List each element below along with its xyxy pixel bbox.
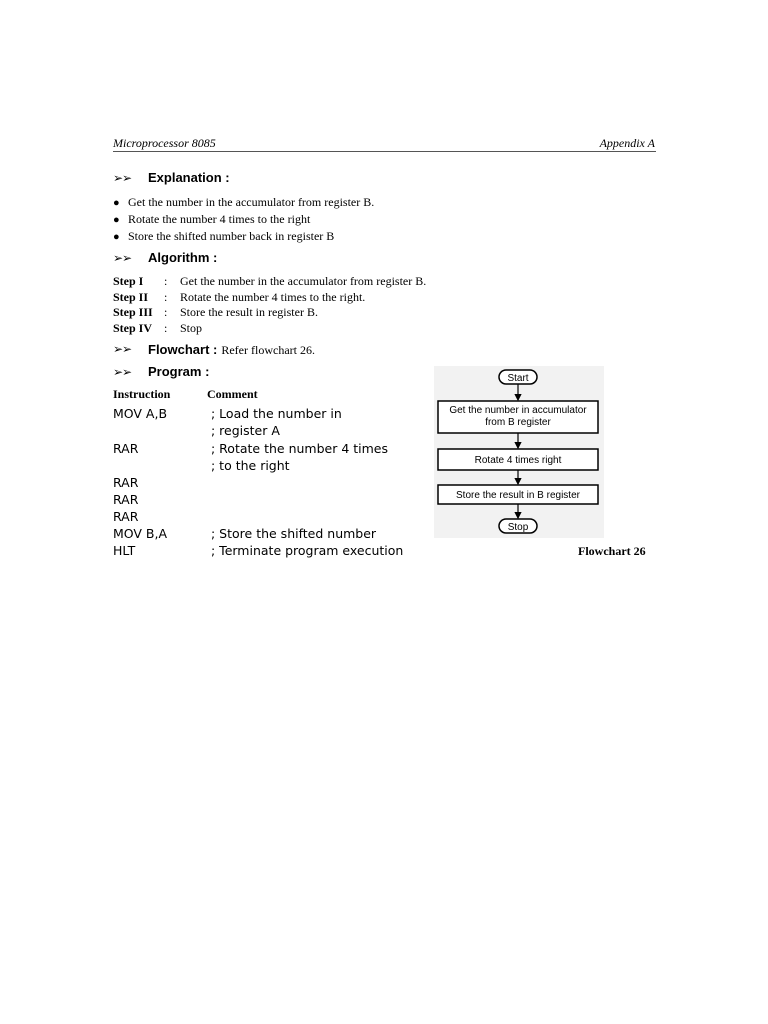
bullet-icon: ●	[113, 231, 120, 243]
bullet-icon: ●	[113, 214, 120, 226]
program-heading: Program :	[148, 364, 210, 379]
comment: ; Store the shifted number	[211, 526, 377, 541]
section-arrow-icon: ➢➢	[113, 342, 132, 356]
instruction: RAR	[113, 441, 139, 456]
running-header-left: Microprocessor 8085	[113, 136, 216, 150]
comment: ; register A	[211, 423, 280, 438]
bullet-icon: ●	[113, 197, 120, 209]
process-box-text: from B register	[485, 417, 551, 428]
step-label: Step I	[113, 274, 144, 288]
section-arrow-icon: ➢➢	[113, 171, 132, 185]
process-box-text: Get the number in accumulator	[449, 405, 587, 416]
comment: ; Rotate the number 4 times	[211, 441, 389, 456]
flowchart-caption: Flowchart 26	[578, 544, 646, 558]
comment: ; Load the number in	[211, 406, 342, 421]
step-text: Store the result in register B.	[180, 305, 318, 319]
instruction: MOV B,A	[113, 526, 168, 541]
flowchart-reference-text: Refer flowchart 26.	[221, 343, 315, 357]
step-colon: :	[164, 290, 168, 304]
comment: ; to the right	[211, 458, 290, 473]
step-colon: :	[164, 305, 168, 319]
step-text: Rotate the number 4 times to the right.	[180, 290, 366, 304]
step-colon: :	[164, 321, 168, 335]
instruction: RAR	[113, 492, 139, 507]
instruction: RAR	[113, 475, 139, 490]
flowchart-heading: Flowchart :	[148, 342, 218, 357]
flowchart-diagram	[434, 366, 604, 538]
header-rule	[113, 151, 656, 152]
step-colon: :	[164, 274, 168, 288]
process-box-text: Store the result in B register	[456, 490, 580, 501]
column-header-comment: Comment	[207, 387, 258, 401]
explanation-bullet: ● Rotate the number 4 times to the right	[113, 212, 311, 226]
explanation-bullet: ● Store the shifted number back in register B	[113, 229, 335, 243]
process-box-text: Rotate 4 times right	[474, 455, 562, 466]
comment: ; Terminate program execution	[211, 543, 404, 558]
step-text: Stop	[180, 321, 203, 335]
explanation-bullet: ● Get the number in the accumulator from register B.	[113, 195, 375, 209]
explanation-heading: Explanation :	[148, 170, 230, 185]
section-arrow-icon: ➢➢	[113, 251, 132, 265]
step-label: Step II	[113, 290, 149, 304]
start-label: Start	[507, 373, 529, 384]
algorithm-heading: Algorithm :	[148, 250, 218, 265]
column-header-instruction: Instruction	[113, 387, 171, 401]
step-label: Step IV	[113, 321, 153, 335]
stop-label: Stop	[507, 522, 529, 533]
running-header-right: Appendix A	[599, 136, 655, 150]
instruction: MOV A,B	[113, 406, 168, 421]
step-label: Step III	[113, 305, 153, 319]
step-text: Get the number in the accumulator from register B.	[180, 274, 427, 288]
instruction: RAR	[113, 509, 139, 524]
instruction: HLT	[113, 543, 136, 558]
flowchart-reference	[148, 341, 315, 359]
section-arrow-icon: ➢➢	[113, 365, 132, 379]
